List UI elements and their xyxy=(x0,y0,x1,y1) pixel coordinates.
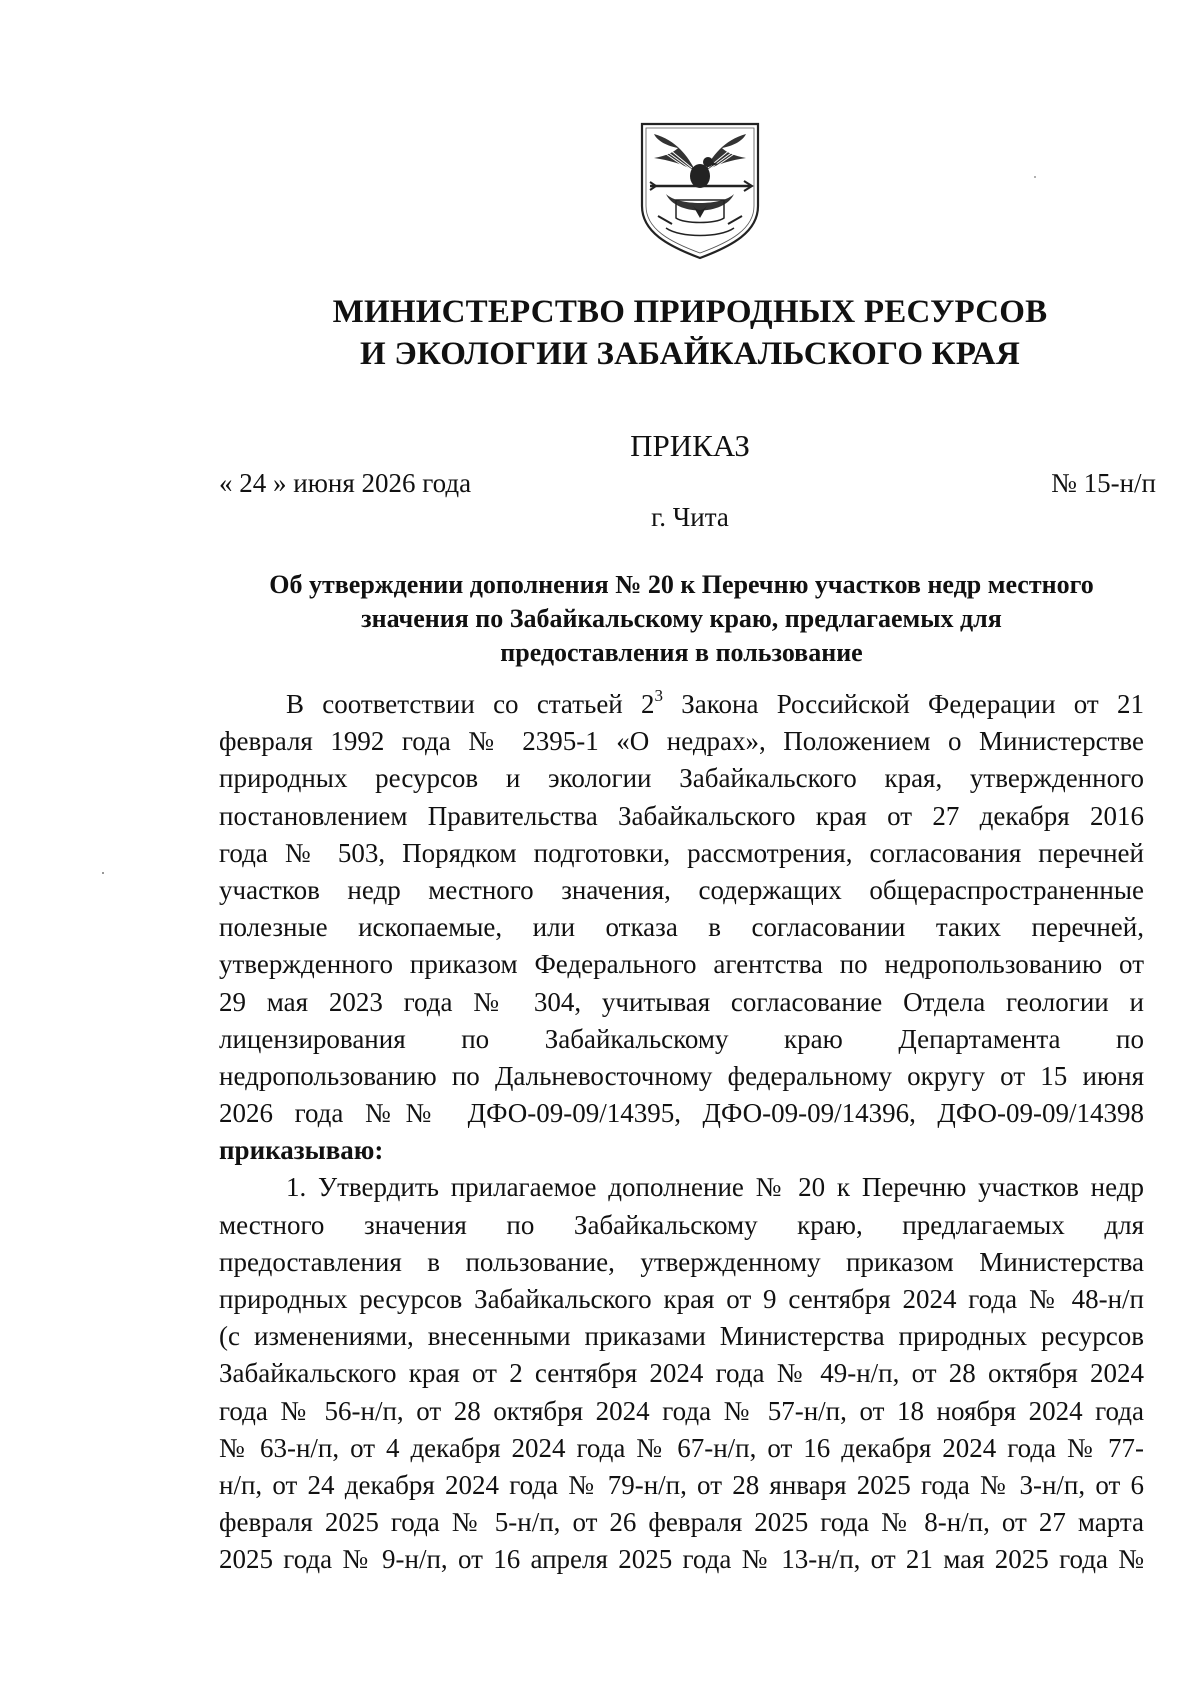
body-line: Забайкальского края от 2 сентября 2024 года № 49-н/п, от 28 октября 2024 xyxy=(219,1358,1144,1389)
body-line: февраля 1992 года № 2395-1 «О недрах», Положением о Министерстве xyxy=(219,726,1144,757)
body-line: года № 56-н/п, от 28 октября 2024 года № 57-н/п, от 18 ноября 2024 года xyxy=(219,1395,1144,1426)
body-line: природных ресурсов и экологии Забайкальского края, утвержденного xyxy=(219,763,1144,794)
document-title xyxy=(219,568,1144,670)
body-line: февраля 2025 года № 5-н/п, от 26 февраля 2025 года № 8-н/п, от 27 марта xyxy=(219,1507,1144,1538)
body-line: 1. Утвердить прилагаемое дополнение № 20 к Перечню участков недр xyxy=(286,1172,1144,1203)
scan-speck xyxy=(1034,176,1036,178)
superscript: 3 xyxy=(654,686,664,705)
ministry-name-line2: И ЭКОЛОГИИ ЗАБАЙКАЛЬСКОГО КРАЯ xyxy=(360,336,1020,372)
body-line: участков недр местного значения, содержащих общераспространенные xyxy=(219,874,1144,905)
body-line: местного значения по Забайкальскому краю, предлагаемых для xyxy=(219,1209,1144,1240)
title-line1: Об утверждении дополнения № 20 к Перечню участков недр местного xyxy=(269,570,1094,599)
body-text: В соответствии со статьей 2 xyxy=(286,689,655,719)
document-number: № 15-н/п xyxy=(1051,468,1156,498)
body-line: 2026 года №№ ДФО-09-09/14395, ДФО-09-09/14396, ДФО-09-09/14398 xyxy=(219,1098,1144,1129)
body-line: полезные ископаемые, или отказа в согласовании таких перечней, xyxy=(219,912,1144,943)
body-text: Закона Российской Федерации от 21 xyxy=(663,689,1144,719)
body-line: н/п, от 24 декабря 2024 года № 79-н/п, от 28 января 2025 года № 3-н/п, от 6 xyxy=(219,1469,1144,1500)
coat-of-arms-emblem xyxy=(636,120,764,262)
body-line: (с изменениями, внесенными приказами Министерства природных ресурсов xyxy=(219,1321,1144,1352)
document-city: г. Чита xyxy=(651,502,729,532)
body-line xyxy=(219,686,1144,723)
body-line: 2025 года № 9-н/п, от 16 апреля 2025 года № 13-н/п, от 21 мая 2025 года № xyxy=(219,1544,1144,1575)
body-line: лицензирования по Забайкальскому краю Департамента по xyxy=(219,1023,1144,1054)
document-date: « 24 » июня 2026 года xyxy=(219,468,472,498)
body-line: постановлением Правительства Забайкальского края от 27 декабря 2016 xyxy=(219,800,1144,831)
scan-speck xyxy=(102,872,104,874)
body-line: предоставления в пользование, утвержденному приказом Министерства xyxy=(219,1246,1144,1277)
ministry-name xyxy=(0,291,1200,375)
body-line: года № 503, Порядком подготовки, рассмотрения, согласования перечней xyxy=(219,837,1144,868)
body-line: утвержденного приказом Федерального агентства по недропользованию от xyxy=(219,949,1144,980)
title-line3: предоставления в пользование xyxy=(500,638,863,667)
body-line: № 63-н/п, от 4 декабря 2024 года № 67-н/п, от 16 декабря 2024 года № 77- xyxy=(219,1432,1144,1463)
ministry-name-line1: МИНИСТЕРСТВО ПРИРОДНЫХ РЕСУРСОВ xyxy=(332,294,1048,330)
body-line: природных ресурсов Забайкальского края от 9 сентября 2024 года № 48-н/п xyxy=(219,1284,1144,1314)
body-line: недропользованию по Дальневосточному федеральному округу от 15 июня xyxy=(219,1060,1144,1091)
document-type: ПРИКАЗ xyxy=(630,428,750,463)
document-body xyxy=(219,686,1144,1579)
order-keyword: приказываю: xyxy=(219,1135,384,1166)
body-line: 29 мая 2023 года № 304, учитывая согласование Отдела геологии и xyxy=(219,986,1144,1017)
title-line2: значения по Забайкальскому краю, предлагаемых для xyxy=(361,604,1002,633)
